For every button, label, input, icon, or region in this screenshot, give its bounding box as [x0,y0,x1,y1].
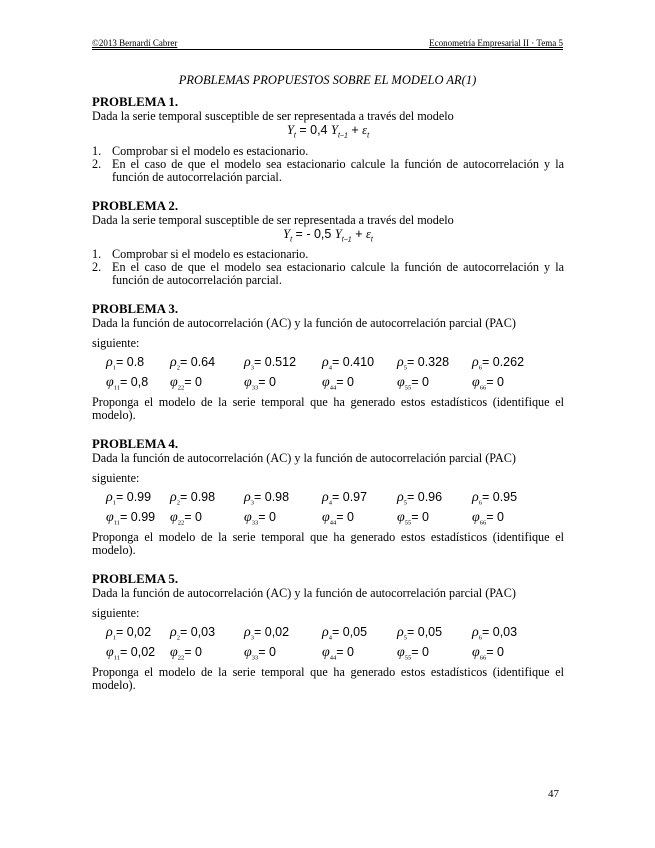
problem-intro-cont: siguiente: [92,471,140,485]
problem-title: PROBLEMA 4. [92,437,179,451]
problem-title: PROBLEMA 3. [92,302,179,316]
ac-value: $\rho_1= 0,02$ [106,625,152,642]
task-item [92,261,564,287]
eq-y: Y [283,226,291,241]
task-text: En el caso de que el modelo sea estacionario calcule la función de autocorrelación y la función de autocorrelación parcial. [112,260,564,287]
pac-value: $\varphi_{44}= 0$ [322,510,354,527]
task-text: Comprobar si el modelo es estacionario. [112,143,309,158]
ac-value: $\rho_4= 0,05$ [322,625,368,642]
eq-ylag: Y [331,123,338,137]
pac-value: $\varphi_{11}= 0,02$ [106,645,156,662]
eq-y: Y [286,123,294,137]
problem-5 [92,573,564,692]
pac-value: $\varphi_{55}= 0$ [397,645,429,662]
eq-ylag-sub: t−1 [337,132,348,140]
pac-value: $\varphi_{55}= 0$ [397,510,429,527]
problem-2 [92,200,564,288]
problem-3 [92,303,564,422]
problem-title: PROBLEMA 5. [92,572,179,586]
pac-value: $\varphi_{22}= 0$ [170,645,202,662]
problem-intro: Dada la serie temporal susceptible de ser representada a través del modelo [92,109,454,123]
problem-intro: Dada la función de autocorrelación (AC) y la función de autocorrelación parcial (PAC) [92,586,516,600]
eq-eps-sub: t [370,236,373,243]
pac-value: $\varphi_{33}= 0$ [244,645,276,662]
header-course: Econometría Empresarial II · Tema 5 [429,38,563,48]
task-list [92,145,564,184]
task-number: 2. [92,156,102,171]
problem-4 [92,438,564,557]
eq-ylag-sub: t−1 [341,236,352,243]
pac-row [92,376,564,396]
task-text: Comprobar si el modelo es estacionario. [112,247,309,261]
eq-plus: + [351,123,359,137]
correlation-block [92,491,564,531]
pac-value: $\varphi_{66}= 0$ [472,375,504,392]
problem-outro: Proponga el modelo de la serie temporal que ha generado estos estadísticos (identifique el modelo). [92,395,564,422]
pac-value: $\varphi_{22}= 0$ [170,375,202,392]
task-item [92,158,564,184]
eq-plus: + [355,226,363,241]
correlation-block [92,626,564,666]
problem-intro-cont: siguiente: [92,606,140,620]
ac-value: $\rho_3= 0.512$ [244,355,297,372]
ac-value: $\rho_3= 0,02$ [244,625,290,642]
ac-row [92,491,564,511]
eq-eps: ε [362,123,368,137]
page-content [92,96,564,708]
pac-value: $\varphi_{66}= 0$ [472,510,504,527]
pac-value: $\varphi_{11}= 0.99$ [106,510,156,527]
eq-eps: ε [365,226,371,241]
ac-value: $\rho_2= 0.98$ [170,490,216,507]
ac-value: $\rho_5= 0.96$ [397,490,443,507]
eq-sign: = [299,123,307,137]
eq-y-sub: t [293,132,296,140]
problem-intro: Dada la función de autocorrelación (AC) y la función de autocorrelación parcial (PAC) [92,451,516,465]
ac-value: $\rho_6= 0.262$ [472,355,525,372]
pac-value: $\varphi_{33}= 0$ [244,375,276,392]
pac-row [92,646,564,666]
ac-value: $\rho_3= 0.98$ [244,490,290,507]
page-title: PROBLEMAS PROPUESTOS SOBRE EL MODELO AR(1) [178,73,477,87]
ac-value: $\rho_6= 0,03$ [472,625,518,642]
header-rule [92,49,563,50]
ac-value: $\rho_5= 0.328$ [397,355,450,372]
ac-row [92,626,564,646]
problem-intro-cont: siguiente: [92,336,140,350]
eq-coef: - 0,5 [306,226,332,241]
ac-value: $\rho_1= 0.99$ [106,490,152,507]
problem-outro: Proponga el modelo de la serie temporal que ha generado estos estadísticos (identifique el modelo). [92,665,564,692]
pac-row [92,511,564,531]
model-equation [92,228,564,247]
pac-value: $\varphi_{44}= 0$ [322,645,354,662]
ac-value: $\rho_5= 0,05$ [397,625,443,642]
eq-eps-sub: t [367,132,370,140]
pac-value: $\varphi_{11}= 0,8$ [106,375,149,392]
task-number: 1. [92,247,102,261]
pac-value: $\varphi_{55}= 0$ [397,375,429,392]
header-copyright: ©2013 Bernardí Cabrer [92,38,178,48]
task-number: 1. [92,143,102,158]
ac-value: $\rho_1= 0.8$ [106,355,145,372]
ac-value: $\rho_2= 0.64$ [170,355,216,372]
task-text: En el caso de que el modelo sea estacionario calcule la función de autocorrelación y la función de autocorrelación parcial. [112,156,564,184]
eq-coef: 0,4 [310,123,328,137]
model-equation [92,124,564,143]
ac-value: $\rho_6= 0.95$ [472,490,518,507]
ac-row [92,356,564,376]
page-number: 47 [548,788,559,800]
eq-ylag: Y [334,226,342,241]
problem-intro: Dada la función de autocorrelación (AC) y la función de autocorrelación parcial (PAC) [92,316,516,330]
ac-value: $\rho_2= 0,03$ [170,625,216,642]
correlation-block [92,356,564,396]
problem-outro: Proponga el modelo de la serie temporal que ha generado estos estadísticos (identifique el modelo). [92,530,564,557]
task-number: 2. [92,260,102,274]
pac-value: $\varphi_{44}= 0$ [322,375,354,392]
problem-title: PROBLEMA 2. [92,198,179,213]
pac-value: $\varphi_{22}= 0$ [170,510,202,527]
pac-value: $\varphi_{33}= 0$ [244,510,276,527]
ac-value: $\rho_4= 0.97$ [322,490,368,507]
eq-y-sub: t [290,236,293,243]
problem-intro: Dada la serie temporal susceptible de ser representada a través del modelo [92,212,454,227]
task-list [92,248,564,287]
problem-1 [92,96,564,184]
eq-sign: = [295,226,303,241]
problem-title: PROBLEMA 1. [92,95,179,109]
pac-value: $\varphi_{66}= 0$ [472,645,504,662]
ac-value: $\rho_4= 0.410$ [322,355,375,372]
